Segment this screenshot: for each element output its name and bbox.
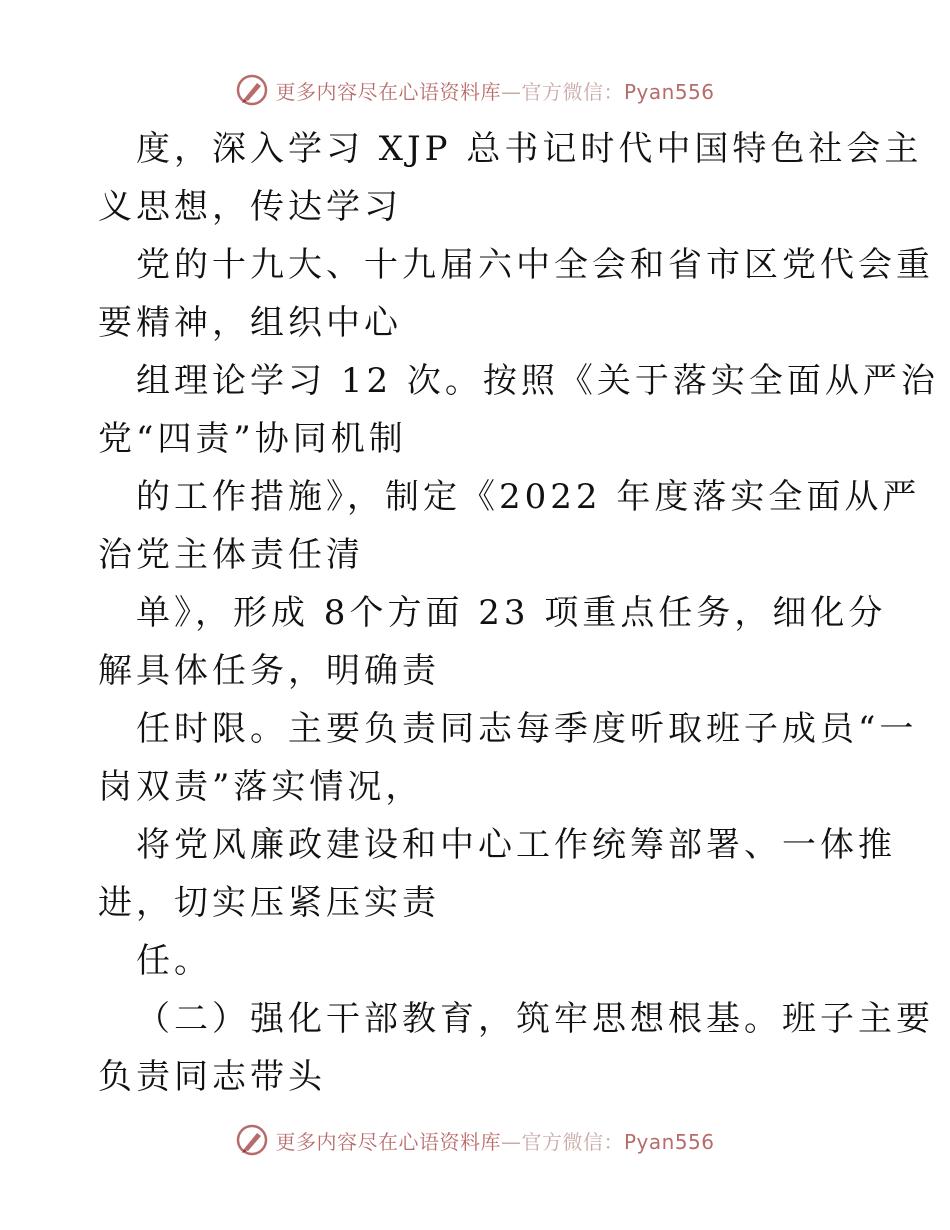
text-line: 岗双责”落实情况， bbox=[98, 767, 424, 807]
document-body bbox=[98, 120, 939, 1106]
text-line: 将党风廉政建设和中心工作统筹部署、一体推 bbox=[136, 825, 896, 865]
text-line: 负责同志带头 bbox=[98, 1057, 326, 1097]
text-line: 任时限。主要负责同志每季度听取班子成员“一 bbox=[136, 709, 918, 749]
text-line: 的工作措施》，制定《2022 年度落实全面从严 bbox=[136, 477, 921, 517]
text-line: 义思想，传达学习 bbox=[98, 187, 402, 227]
footer-watermark-banner bbox=[0, 1120, 950, 1160]
text-line: 任。 bbox=[136, 941, 212, 981]
text-line: 治党主体责任清 bbox=[98, 535, 364, 575]
pen-logo-icon bbox=[235, 73, 269, 107]
text-line: 要精神，组织中心 bbox=[98, 303, 402, 343]
text-line: 党“四责”协同机制 bbox=[98, 419, 407, 459]
text-line: 解具体任务，明确责 bbox=[98, 651, 440, 691]
watermark-text: 更多内容尽在心语资料库—官方微信：Pyan556 bbox=[275, 79, 715, 104]
text-line: 度，深入学习 XJP 总书记时代中国特色社会主 bbox=[136, 129, 923, 169]
pen-logo-icon bbox=[235, 1123, 269, 1157]
text-line: 进，切实压紧压实责 bbox=[98, 883, 440, 923]
section-heading-line: （二）强化干部教育，筑牢思想根基。班子主要 bbox=[136, 999, 934, 1039]
header-watermark-banner bbox=[0, 70, 950, 110]
text-line: 单》，形成 8个方面 23 项重点任务，细化分 bbox=[136, 593, 887, 633]
text-line: 组理论学习 12 次。按照《关于落实全面从严治 bbox=[136, 361, 939, 401]
watermark-text: 更多内容尽在心语资料库—官方微信：Pyan556 bbox=[275, 1129, 715, 1154]
text-line: 党的十九大、十九届六中全会和省市区党代会重 bbox=[136, 245, 934, 285]
